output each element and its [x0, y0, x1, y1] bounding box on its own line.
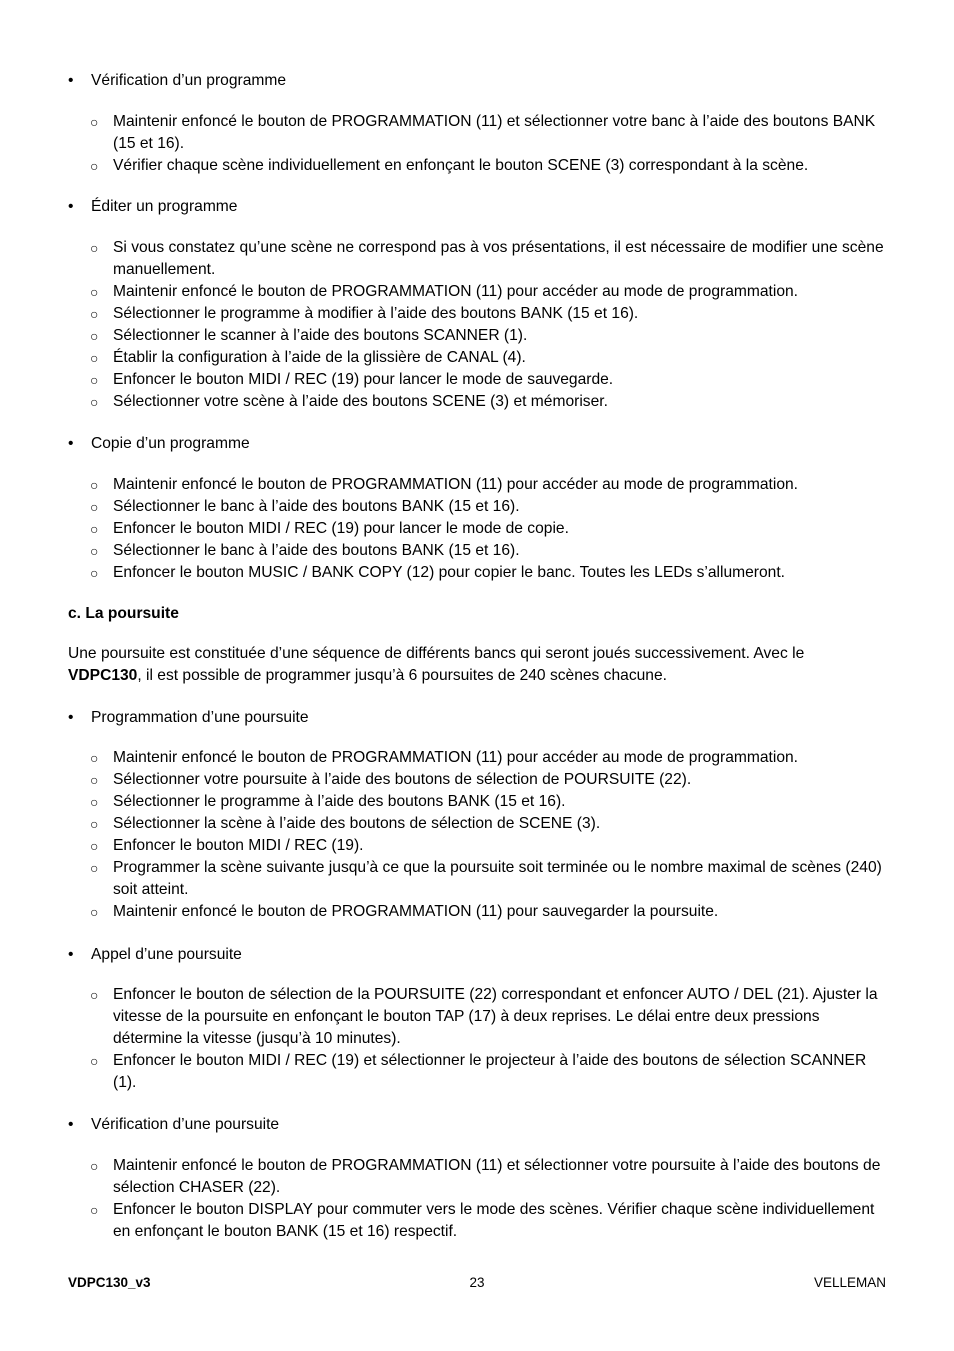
bullet-dot-icon: • — [68, 946, 74, 963]
bullet-dot-icon: • — [68, 709, 74, 726]
circle-bullet-icon: ○ — [90, 750, 99, 766]
circle-bullet-icon: ○ — [90, 794, 99, 810]
list-item: ○ Sélectionner le programme à l’aide des boutons BANK (15 et 16). — [90, 791, 890, 813]
section-heading: c. La poursuite — [68, 605, 179, 622]
bullet-title: Éditer un programme — [91, 198, 238, 215]
circle-bullet-icon: ○ — [90, 772, 99, 788]
circle-bullet-icon: ○ — [90, 394, 99, 410]
bullet-title: Copie d’un programme — [91, 435, 250, 452]
circle-bullet-icon: ○ — [90, 860, 99, 876]
list-item: ○ Sélectionner la scène à l’aide des boutons de sélection de SCENE (3). — [90, 813, 890, 835]
circle-bullet-icon: ○ — [90, 904, 99, 920]
bullet-title: Programmation d’une poursuite — [91, 709, 309, 726]
list-item: ○ Maintenir enfoncé le bouton de PROGRAMMATION (11) pour accéder au mode de programmation. — [90, 747, 890, 769]
circle-bullet-icon: ○ — [90, 1053, 99, 1069]
circle-bullet-icon: ○ — [90, 240, 99, 256]
list-item: ○ Enfoncer le bouton MIDI / REC (19). — [90, 835, 890, 857]
list-item: ○ Établir la configuration à l’aide de la glissière de CANAL (4). — [90, 347, 890, 369]
circle-bullet-icon: ○ — [90, 372, 99, 388]
list-item: ○ Sélectionner le programme à modifier à l’aide des boutons BANK (15 et 16). — [90, 303, 890, 325]
sub-list-call-chase — [90, 984, 890, 1094]
bullet-dot-icon: • — [68, 435, 74, 452]
circle-bullet-icon: ○ — [90, 350, 99, 366]
list-item: ○ Maintenir enfoncé le bouton de PROGRAMMATION (11) et sélectionner votre banc à l’aide des boutons BANK (15 et 16). — [90, 113, 876, 152]
bullet-title: Vérification d’un programme — [91, 72, 287, 89]
list-item: ○ Sélectionner le scanner à l’aide des boutons SCANNER (1). — [90, 325, 890, 347]
footer-page-number: 23 — [469, 1275, 485, 1290]
list-item: ○ Sélectionner le banc à l’aide des boutons BANK (15 et 16). — [90, 496, 890, 518]
list-item: ○ Maintenir enfoncé le bouton de PROGRAMMATION (11) pour sauvegarder la poursuite. — [90, 901, 890, 923]
footer-model: VDPC130_v3 — [68, 1275, 151, 1290]
sub-list-prog-chase — [90, 747, 890, 923]
list-item: ○ Sélectionner votre poursuite à l’aide des boutons de sélection de POURSUITE (22). — [90, 769, 890, 791]
sub-list-edit-prog — [90, 237, 890, 413]
circle-bullet-icon: ○ — [90, 521, 99, 537]
intro-paragraph: Une poursuite est constituée d’une séquence de différents bancs qui seront joués successivement. Avec le VDPC130, il est possible de programmer jusqu’à 6 poursuites de 240 scènes chacune. — [68, 645, 805, 684]
circle-bullet-icon: ○ — [90, 987, 99, 1003]
circle-bullet-icon: ○ — [90, 328, 99, 344]
list-item: ○ Enfoncer le bouton de sélection de la POURSUITE (22) correspondant et enfoncer AUTO / DEL (21). Ajuster la vitesse de la poursuite en enfonçant le bouton TAP (17) à deux reprises. Le délai entre deux pressions détermine la vitesse (jusqu’à 10 minutes). — [90, 986, 878, 1047]
list-item: ○ Enfoncer le bouton MUSIC / BANK COPY (12) pour copier le banc. Toutes les LEDs s’allumeront. — [90, 562, 890, 584]
list-item: ○ Sélectionner le banc à l’aide des boutons BANK (15 et 16). — [90, 540, 890, 562]
circle-bullet-icon: ○ — [90, 1202, 99, 1218]
list-item: ○ Enfoncer le bouton MIDI / REC (19) pour lancer le mode de copie. — [90, 518, 890, 540]
circle-bullet-icon: ○ — [90, 816, 99, 832]
list-item: ○ Sélectionner votre scène à l’aide des boutons SCENE (3) et mémoriser. — [90, 391, 890, 413]
footer-brand: VELLEMAN — [813, 1275, 886, 1290]
list-item: ○ Maintenir enfoncé le bouton de PROGRAMMATION (11) pour accéder au mode de programmation. — [90, 281, 890, 303]
bullet-dot-icon: • — [68, 198, 74, 215]
bullet-title: Vérification d’une poursuite — [91, 1116, 280, 1133]
circle-bullet-icon: ○ — [90, 284, 99, 300]
list-item: ○ Vérifier chaque scène individuellement en enfonçant le bouton SCENE (3) correspondant à la scène. — [90, 155, 890, 177]
circle-bullet-icon: ○ — [90, 499, 99, 515]
sub-list-verif-prog — [90, 111, 890, 177]
circle-bullet-icon: ○ — [90, 306, 99, 322]
list-item: ○ Enfoncer le bouton MIDI / REC (19) pour lancer le mode de sauvegarde. — [90, 369, 890, 391]
sub-list-verif-chase — [90, 1155, 890, 1243]
circle-bullet-icon: ○ — [90, 477, 99, 493]
list-item: ○ Enfoncer le bouton MIDI / REC (19) et sélectionner le projecteur à l’aide des boutons de sélection SCANNER (1). — [90, 1052, 867, 1091]
circle-bullet-icon: ○ — [90, 1158, 99, 1174]
sub-list-copy-prog — [90, 474, 890, 584]
list-item: ○ Si vous constatez qu’une scène ne correspond pas à vos présentations, il est nécessaire de modifier une scène manuellement. — [90, 239, 884, 278]
list-item: ○ Maintenir enfoncé le bouton de PROGRAMMATION (11) pour accéder au mode de programmation. — [90, 474, 890, 496]
circle-bullet-icon: ○ — [90, 543, 99, 559]
list-item: ○ Programmer la scène suivante jusqu’à ce que la poursuite soit terminée ou le nombre maximal de scènes (240) soit atteint. — [90, 859, 882, 898]
bullet-title: Appel d’une poursuite — [91, 946, 242, 963]
circle-bullet-icon: ○ — [90, 114, 99, 130]
circle-bullet-icon: ○ — [90, 838, 99, 854]
list-item: ○ Enfoncer le bouton DISPLAY pour commuter vers le mode des scènes. Vérifier chaque scène individuellement en enfonçant le bouton BANK (15 et 16) respectif. — [90, 1201, 875, 1240]
product-name: VDPC130 — [68, 667, 138, 684]
circle-bullet-icon: ○ — [90, 565, 99, 581]
circle-bullet-icon: ○ — [90, 158, 99, 174]
bullet-dot-icon: • — [68, 72, 74, 89]
list-item: ○ Maintenir enfoncé le bouton de PROGRAMMATION (11) et sélectionner votre poursuite à l’aide des boutons de sélection CHASER (22). — [90, 1157, 881, 1196]
bullet-dot-icon: • — [68, 1116, 74, 1133]
